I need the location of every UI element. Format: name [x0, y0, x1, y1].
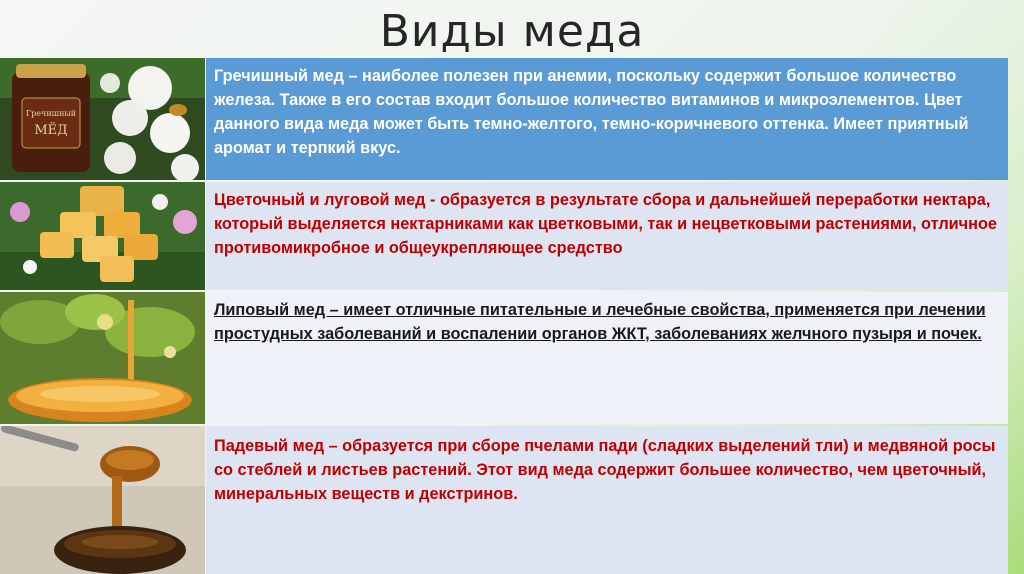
jar-label-top: Гречишный	[25, 109, 77, 118]
flower-honey-description: Цветочный и луговой мед - образуется в результате сбора и дальнейшей переработки нектара, который выделяется нектарниками как цветковыми, так и нецветковыми растениями, отличное противомикробное и общеукрепляющее средство	[206, 182, 1008, 290]
honeydew-honey-photo	[0, 426, 205, 574]
jar-label-bottom: МЁД	[34, 123, 68, 138]
honeydew-honey-description: Падевый мед – образуется при сборе пчелами пади (сладких выделений тли) и медвяной росы со стеблей и листьев растений. Этот вид меда содержит большее количество, чем цветочный, минеральных веществ и декстринов.	[206, 426, 1008, 574]
linden-honey-description: Липовый мед – имеет отличные питательные и лечебные свойства, применяется при лечении простудных заболеваний и воспалении органов ЖКТ, заболеваниях желчного пузыря и почек.	[206, 292, 1008, 424]
buckwheat-honey-photo	[0, 58, 205, 180]
slide-title: Виды меда	[379, 6, 645, 57]
linden-honey-photo	[0, 292, 205, 424]
buckwheat-honey-description: Гречишный мед – наиболее полезен при анемии, поскольку содержит большое количество железа. Также в его состав входит большое количество витаминов и микроэлементов. Цвет данного вида меда может быть темно-желтого, темно-коричневого оттенка. Имеет приятный аромат и терпкий вкус.	[206, 58, 1008, 180]
flower-honey-photo	[0, 182, 205, 290]
